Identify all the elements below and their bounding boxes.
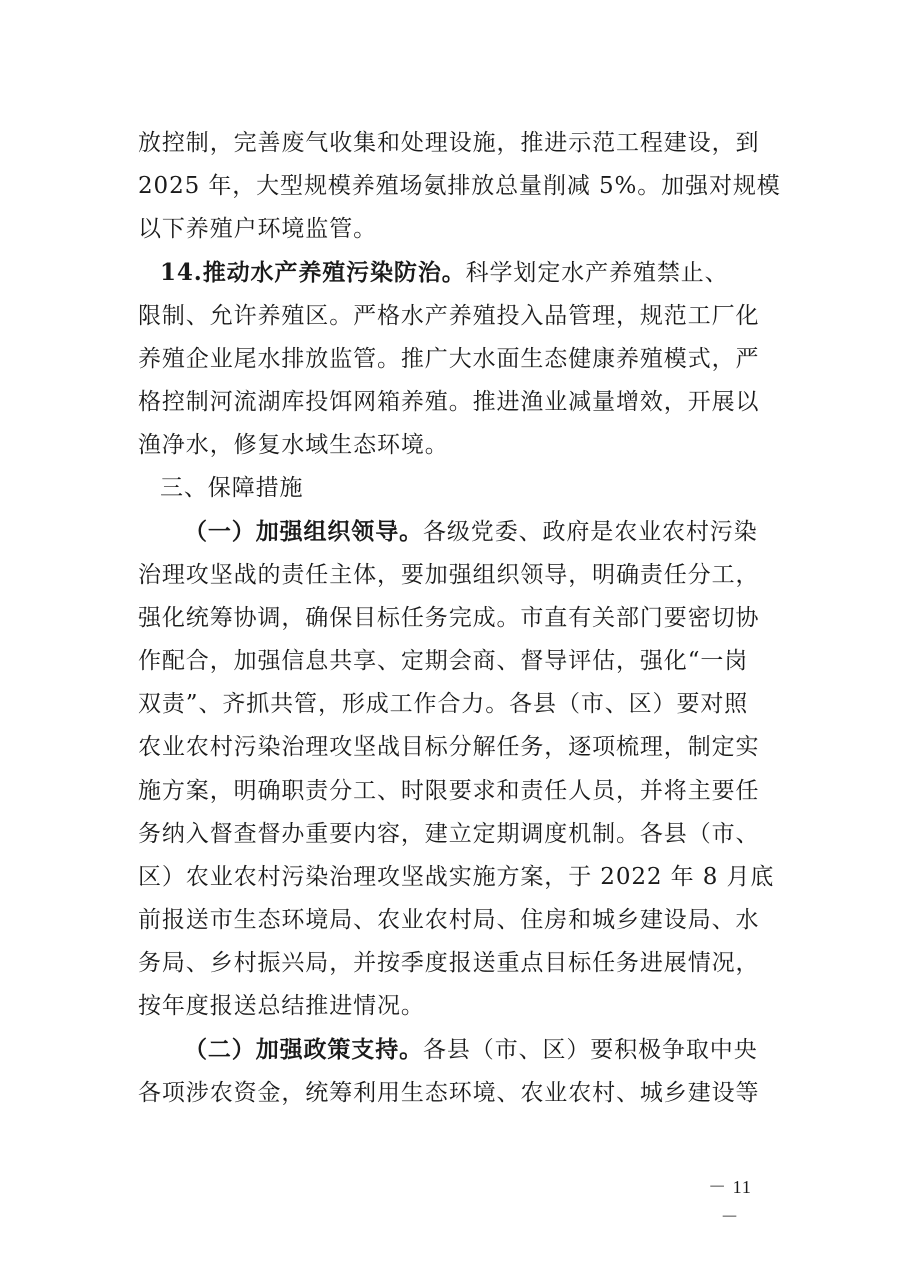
paragraph-organization: [184, 512, 758, 552]
paragraph-heading: 14.推动水产养殖污染防治。: [160, 259, 466, 286]
body-text-line: 2025 年，大型规模养殖场氨排放总量削减 5%。加强对规模: [138, 173, 781, 199]
section-heading: 三、保障措施: [160, 475, 304, 501]
body-text-line: 务局、乡村振兴局，并按季度报送重点目标任务进展情况，: [138, 950, 760, 976]
body-text-line: 区）农业农村污染治理攻坚战实施方案，于 2022 年 8 月底: [138, 864, 775, 890]
page-number: － 11 －: [708, 1177, 752, 1227]
body-text: 科学划定水产养殖禁止、: [465, 260, 729, 286]
body-text-line: 限制、允许养殖区。严格水产养殖投入品管理，规范工厂化: [138, 303, 760, 329]
body-text-line: 施方案，明确职责分工、时限要求和责任人员，并将主要任: [138, 778, 760, 804]
body-text-line: 以下养殖户环境监管。: [138, 216, 377, 242]
body-text-line: 作配合，加强信息共享、定期会商、督导评估，强化“一岗: [138, 648, 749, 674]
body-text-line: 农业农村污染治理攻坚战目标分解任务，逐项梳理，制定实: [138, 734, 760, 760]
body-text-line: 按年度报送总结推进情况。: [138, 993, 425, 1019]
body-text-line: 放控制，完善废气收集和处理设施，推进示范工程建设，到: [138, 130, 760, 156]
paragraph-heading: （一）加强组织领导。: [184, 518, 423, 545]
body-text: 各级党委、政府是农业农村污染: [423, 519, 758, 545]
body-text: 各县（市、区）要积极争取中央: [423, 1037, 758, 1063]
body-text-line: 治理攻坚战的责任主体，要加强组织领导，明确责任分工，: [138, 562, 760, 588]
body-text-line: 养殖企业尾水排放监管。推广大水面生态健康养殖模式，严: [138, 346, 760, 372]
paragraph-heading: （二）加强政策支持。: [184, 1036, 423, 1063]
paragraph-14: [160, 253, 729, 293]
paragraph-policy: [184, 1030, 758, 1070]
body-text-line: 双责”、齐抓共管，形成工作合力。各县（市、区）要对照: [138, 691, 749, 717]
body-text-line: 渔净水，修复水域生态环境。: [138, 432, 449, 458]
body-text-line: 强化统筹协调，确保目标任务完成。市直有关部门要密切协: [138, 605, 760, 631]
body-text-line: 格控制河流湖库投饵网箱养殖。推进渔业减量增效，开展以: [138, 389, 760, 415]
body-text-line: 前报送市生态环境局、农业农村局、住房和城乡建设局、水: [138, 907, 760, 933]
body-text-line: 务纳入督查督办重要内容，建立定期调度机制。各县（市、: [138, 821, 760, 847]
body-text-line: 各项涉农资金，统筹利用生态环境、农业农村、城乡建设等: [138, 1080, 760, 1106]
